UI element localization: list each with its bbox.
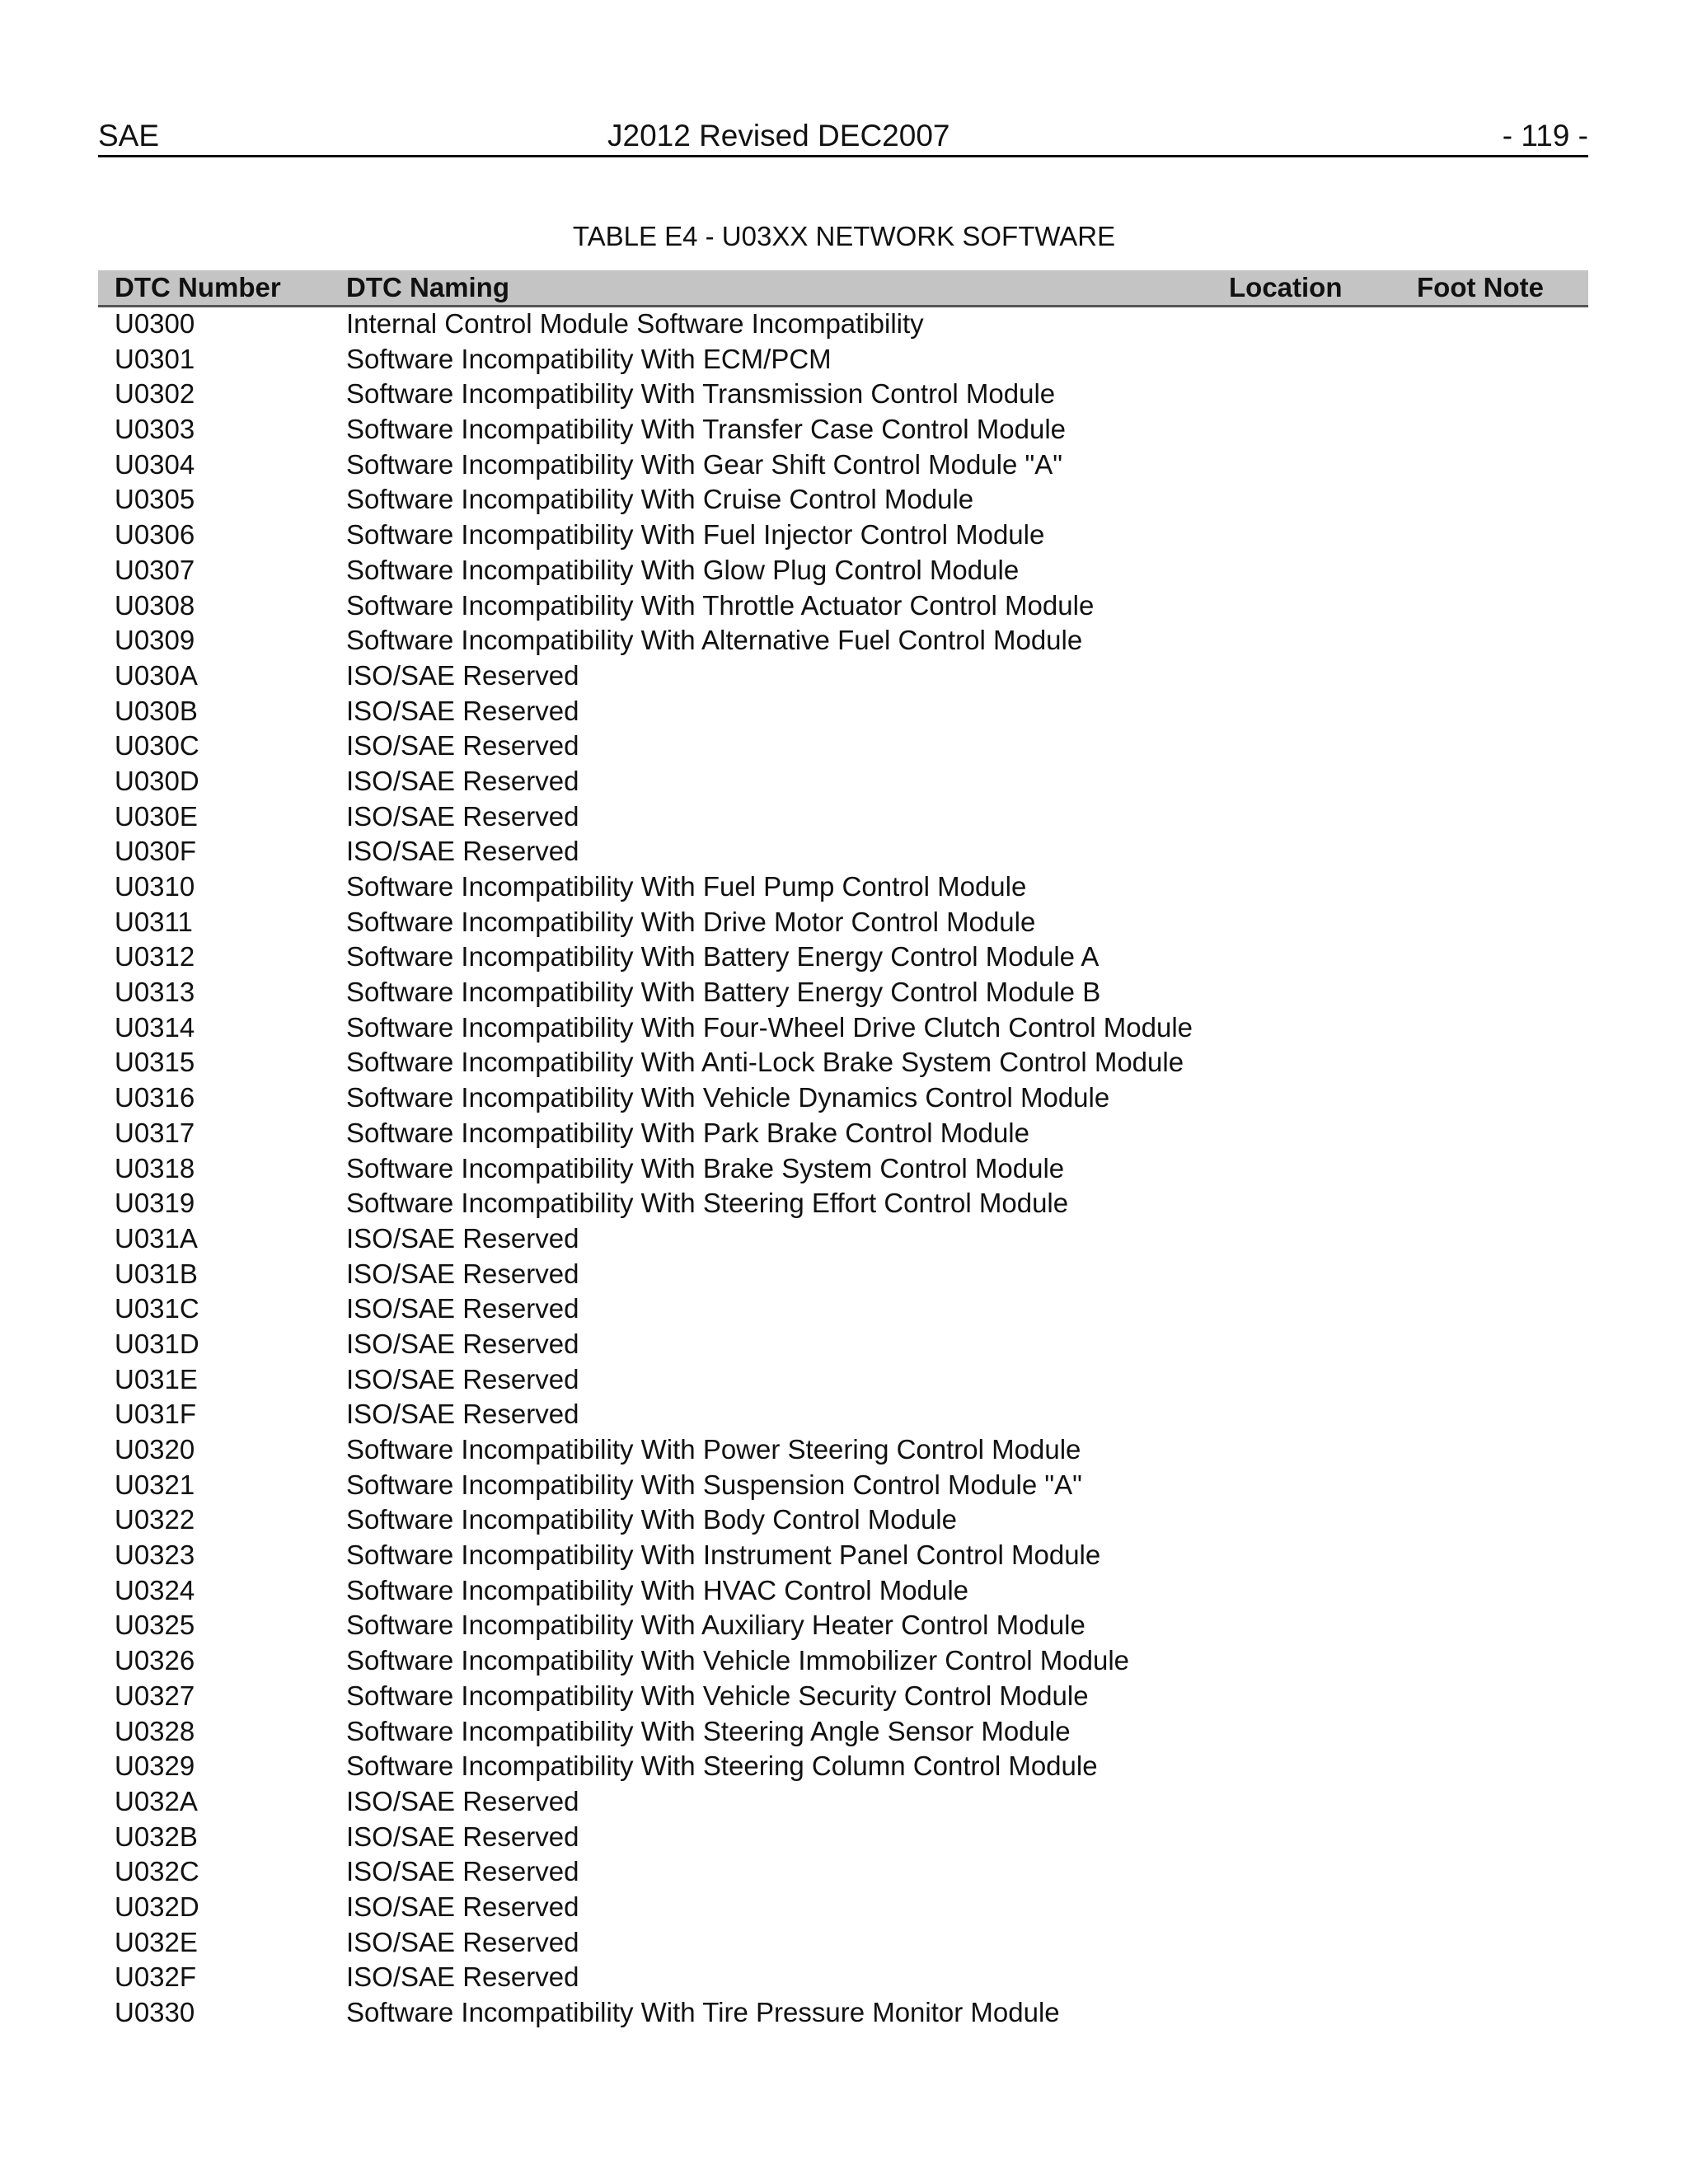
table-row	[98, 1117, 1588, 1152]
dtc-naming-cell: Software Incompatibility With Auxiliary Heater Control Module	[346, 1610, 1085, 1641]
dtc-naming-cell: ISO/SAE Reserved	[346, 1891, 579, 1922]
dtc-number-cell: U0320	[115, 1434, 195, 1465]
table-row	[98, 413, 1588, 448]
dtc-naming-cell: Software Incompatibility With Anti-Lock Brake System Control Module	[346, 1047, 1184, 1078]
dtc-number-cell: U0328	[115, 1715, 195, 1746]
dtc-number-cell: U0300	[115, 308, 195, 339]
dtc-number-cell: U0301	[115, 343, 195, 374]
dtc-naming-cell: ISO/SAE Reserved	[346, 730, 579, 762]
dtc-naming-cell: Software Incompatibility With Gear Shift Control Module "A"	[346, 448, 1062, 480]
table-row	[98, 1081, 1588, 1117]
dtc-number-cell: U0315	[115, 1047, 195, 1078]
dtc-naming-cell: Software Incompatibility With Throttle Actuator Control Module	[346, 589, 1095, 621]
dtc-number-cell: U0324	[115, 1574, 195, 1605]
dtc-number-cell: U0319	[115, 1188, 195, 1219]
dtc-naming-cell: ISO/SAE Reserved	[346, 1399, 579, 1430]
dtc-number-cell: U030A	[115, 659, 198, 691]
dtc-number-cell: U0312	[115, 941, 195, 972]
dtc-naming-cell: Internal Control Module Software Incompatibility	[346, 308, 924, 339]
column-header-dtc-naming: DTC Naming	[346, 272, 509, 302]
dtc-naming-cell: Software Incompatibility With Instrument Panel Control Module	[346, 1540, 1101, 1571]
dtc-naming-cell: ISO/SAE Reserved	[346, 765, 579, 796]
dtc-naming-cell: ISO/SAE Reserved	[346, 1821, 579, 1852]
dtc-naming-cell: Software Incompatibility With Fuel Pump Control Module	[346, 871, 1027, 902]
dtc-number-cell: U0305	[115, 484, 195, 515]
table-row	[98, 1258, 1588, 1293]
table-row	[98, 1292, 1588, 1328]
dtc-number-cell: U030F	[115, 836, 197, 867]
dtc-naming-cell: ISO/SAE Reserved	[346, 1785, 579, 1816]
dtc-naming-cell: Software Incompatibility With Brake System Control Module	[346, 1152, 1065, 1183]
table-header-row	[98, 270, 1588, 307]
column-header-foot-note: Foot Note	[1417, 272, 1544, 302]
dtc-number-cell: U0313	[115, 977, 195, 1008]
dtc-number-cell: U030D	[115, 765, 199, 796]
dtc-number-cell: U032E	[115, 1926, 198, 1957]
table-row	[98, 1222, 1588, 1258]
table-row	[98, 343, 1588, 378]
dtc-number-cell: U0326	[115, 1645, 195, 1676]
page-header	[98, 115, 1588, 157]
dtc-naming-cell: Software Incompatibility With Steering Column Control Module	[346, 1750, 1098, 1782]
dtc-naming-cell: Software Incompatibility With Battery Energy Control Module B	[346, 977, 1101, 1008]
table-body	[98, 307, 1588, 2032]
table-row	[98, 1539, 1588, 1574]
table-row	[98, 659, 1588, 695]
dtc-number-cell: U030C	[115, 730, 199, 762]
dtc-number-cell: U0302	[115, 378, 195, 410]
dtc-number-cell: U031C	[115, 1293, 199, 1324]
table-row	[98, 1750, 1588, 1785]
table-row	[98, 1680, 1588, 1715]
table-row	[98, 483, 1588, 518]
table-row	[98, 1715, 1588, 1750]
table-row	[98, 1011, 1588, 1047]
table-row	[98, 518, 1588, 554]
table-row	[98, 1363, 1588, 1399]
dtc-number-cell: U032A	[115, 1785, 198, 1816]
dtc-naming-cell: Software Incompatibility With Fuel Injector Control Module	[346, 519, 1045, 551]
table-row	[98, 1891, 1588, 1926]
column-header-location: Location	[1229, 272, 1343, 302]
dtc-number-cell: U0325	[115, 1610, 195, 1641]
table-row	[98, 1996, 1588, 2032]
dtc-number-cell: U0308	[115, 589, 195, 621]
dtc-number-cell: U0314	[115, 1011, 195, 1043]
dtc-number-cell: U032C	[115, 1856, 199, 1887]
dtc-naming-cell: Software Incompatibility With ECM/PCM	[346, 343, 832, 374]
dtc-number-cell: U0311	[115, 906, 193, 937]
table-row	[98, 624, 1588, 659]
dtc-number-cell: U032F	[115, 1961, 197, 1993]
dtc-naming-cell: Software Incompatibility With Tire Pressure Monitor Module	[346, 1997, 1060, 2027]
table-row	[98, 1433, 1588, 1469]
dtc-naming-cell: Software Incompatibility With Vehicle Security Control Module	[346, 1680, 1089, 1711]
header-document-id: J2012 Revised DEC2007	[607, 119, 950, 152]
dtc-naming-cell: ISO/SAE Reserved	[346, 1856, 579, 1887]
dtc-naming-cell: Software Incompatibility With Suspension Control Module "A"	[346, 1469, 1082, 1500]
dtc-naming-cell: Software Incompatibility With Drive Motor Control Module	[346, 906, 1036, 937]
dtc-naming-cell: Software Incompatibility With Vehicle Dynamics Control Module	[346, 1082, 1110, 1113]
dtc-number-cell: U0310	[115, 871, 195, 902]
header-org: SAE	[98, 119, 160, 152]
table-row	[98, 800, 1588, 836]
table-row	[98, 1046, 1588, 1081]
dtc-naming-cell: ISO/SAE Reserved	[346, 1926, 579, 1957]
dtc-number-cell: U0316	[115, 1082, 195, 1113]
table-row	[98, 1855, 1588, 1891]
dtc-number-cell: U0327	[115, 1680, 195, 1711]
dtc-number-cell: U0309	[115, 625, 195, 656]
dtc-naming-cell: Software Incompatibility With Glow Plug Control Module	[346, 554, 1020, 585]
table-row	[98, 1644, 1588, 1680]
dtc-number-cell: U0307	[115, 554, 195, 585]
dtc-number-cell: U032D	[115, 1891, 199, 1922]
dtc-naming-cell: Software Incompatibility With Power Steering Control Module	[346, 1434, 1081, 1465]
table-row	[98, 1574, 1588, 1610]
dtc-naming-cell: ISO/SAE Reserved	[346, 800, 579, 832]
dtc-naming-cell: Software Incompatibility With Vehicle Immobilizer Control Module	[346, 1645, 1130, 1676]
dtc-number-cell: U0318	[115, 1152, 195, 1183]
dtc-number-cell: U031A	[115, 1222, 198, 1254]
dtc-number-cell: U0330	[115, 1997, 195, 2027]
table-title: TABLE E4 - U03XX NETWORK SOFTWARE	[572, 221, 1116, 251]
dtc-naming-cell: Software Incompatibility With Four-Wheel Drive Clutch Control Module	[346, 1011, 1193, 1043]
table-row	[98, 940, 1588, 976]
table-row	[98, 729, 1588, 765]
dtc-number-cell: U0323	[115, 1540, 195, 1571]
dtc-naming-cell: ISO/SAE Reserved	[346, 659, 579, 691]
table-row	[98, 554, 1588, 589]
dtc-naming-cell: Software Incompatibility With Steering Angle Sensor Module	[346, 1715, 1071, 1746]
dtc-naming-cell: ISO/SAE Reserved	[346, 1222, 579, 1254]
table-row	[98, 448, 1588, 484]
dtc-naming-cell: Software Incompatibility With HVAC Control Module	[346, 1574, 969, 1605]
table-row	[98, 1152, 1588, 1188]
table-row	[98, 1926, 1588, 1961]
header-page-number: - 119 -	[1502, 119, 1588, 152]
dtc-naming-cell: ISO/SAE Reserved	[346, 695, 579, 726]
dtc-number-cell: U030B	[115, 695, 198, 726]
dtc-number-cell: U0304	[115, 448, 195, 480]
table-row	[98, 870, 1588, 906]
dtc-number-cell: U031B	[115, 1258, 198, 1289]
table-row	[98, 377, 1588, 413]
table-row	[98, 695, 1588, 730]
dtc-naming-cell: ISO/SAE Reserved	[346, 1293, 579, 1324]
table-row	[98, 1785, 1588, 1821]
dtc-naming-cell: Software Incompatibility With Body Control Module	[346, 1504, 957, 1535]
dtc-number-cell: U032B	[115, 1821, 198, 1852]
dtc-naming-cell: Software Incompatibility With Park Brake Control Module	[346, 1117, 1029, 1148]
table-row	[98, 1609, 1588, 1644]
table-row	[98, 1328, 1588, 1363]
table-row	[98, 835, 1588, 870]
dtc-naming-cell: ISO/SAE Reserved	[346, 1258, 579, 1289]
dtc-number-cell: U0306	[115, 519, 195, 551]
table-row	[98, 1398, 1588, 1433]
dtc-naming-cell: Software Incompatibility With Transfer Case Control Module	[346, 414, 1067, 445]
dtc-number-cell: U031F	[115, 1399, 197, 1430]
table-row	[98, 1469, 1588, 1504]
dtc-number-cell: U0303	[115, 414, 195, 445]
dtc-number-cell: U031E	[115, 1363, 198, 1394]
dtc-number-cell: U0329	[115, 1750, 195, 1782]
dtc-number-cell: U0317	[115, 1117, 195, 1148]
dtc-number-cell: U031D	[115, 1328, 199, 1359]
dtc-naming-cell: Software Incompatibility With Alternative Fuel Control Module	[346, 625, 1083, 656]
table-row	[98, 1961, 1588, 1996]
table-row	[98, 307, 1588, 343]
dtc-naming-cell: Software Incompatibility With Transmission Control Module	[346, 378, 1056, 410]
table-row	[98, 906, 1588, 941]
table-row	[98, 1187, 1588, 1222]
dtc-number-cell: U030E	[115, 800, 198, 832]
table-row	[98, 1821, 1588, 1856]
dtc-naming-cell: ISO/SAE Reserved	[346, 1961, 579, 1993]
table-row	[98, 589, 1588, 625]
dtc-naming-cell: Software Incompatibility With Cruise Control Module	[346, 484, 974, 515]
dtc-naming-cell: Software Incompatibility With Battery Energy Control Module A	[346, 941, 1100, 972]
dtc-number-cell: U0321	[115, 1469, 195, 1500]
table-row	[98, 976, 1588, 1011]
dtc-naming-cell: Software Incompatibility With Steering Effort Control Module	[346, 1188, 1069, 1219]
table-row	[98, 1503, 1588, 1539]
table-row	[98, 765, 1588, 800]
column-header-dtc-number: DTC Number	[115, 272, 281, 302]
dtc-naming-cell: ISO/SAE Reserved	[346, 836, 579, 867]
dtc-naming-cell: ISO/SAE Reserved	[346, 1328, 579, 1359]
dtc-number-cell: U0322	[115, 1504, 195, 1535]
dtc-naming-cell: ISO/SAE Reserved	[346, 1363, 579, 1394]
